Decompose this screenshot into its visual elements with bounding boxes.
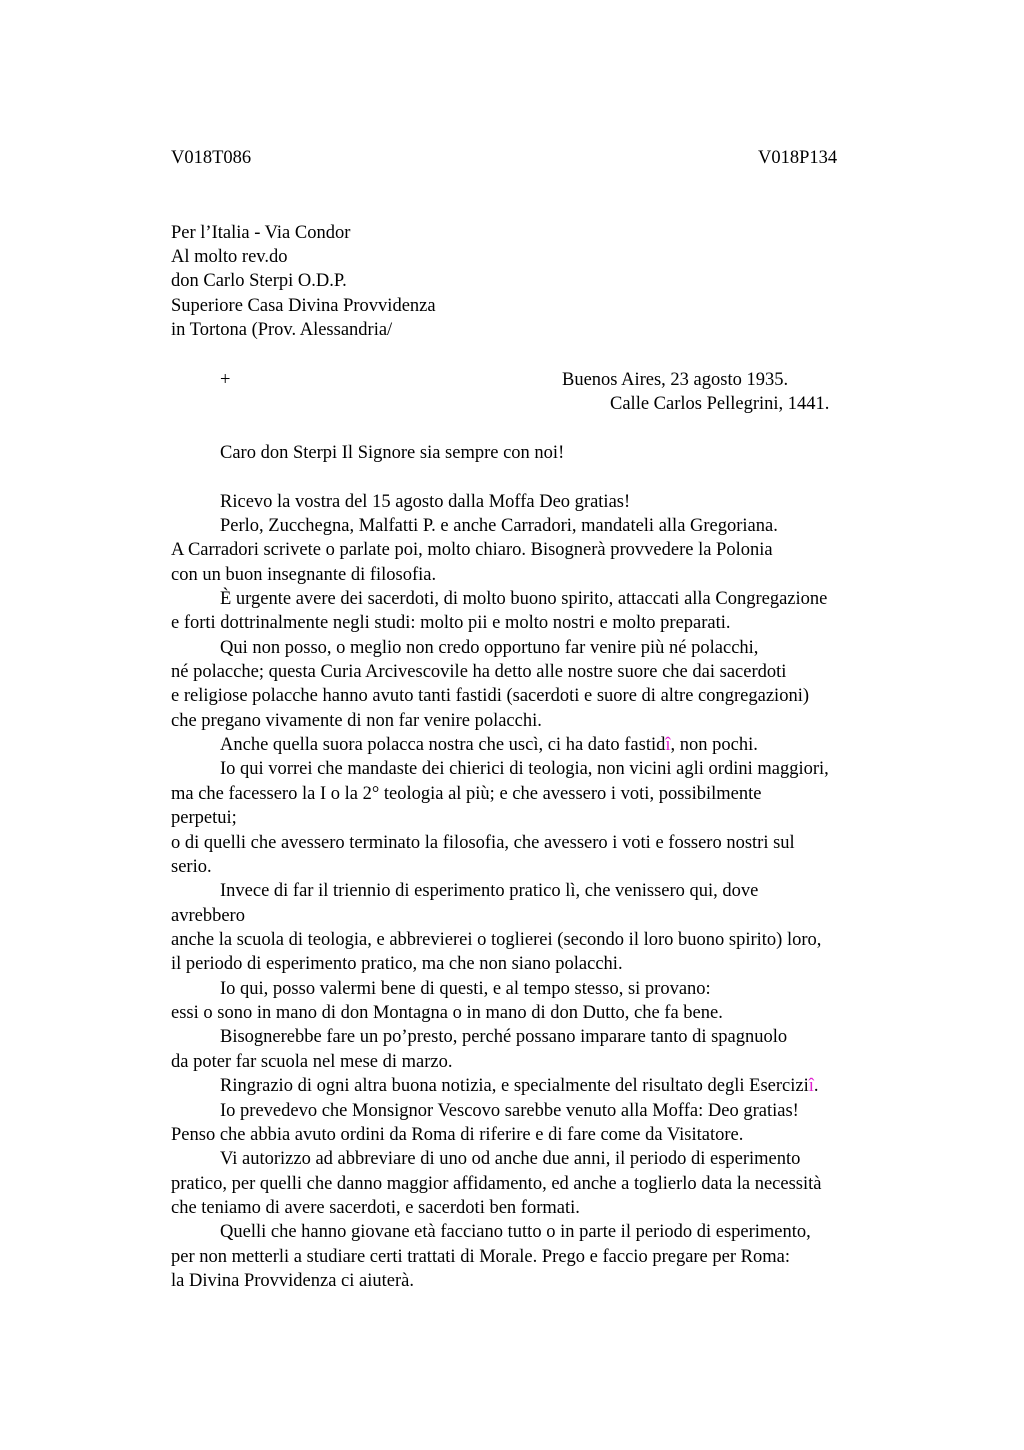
body-text: , non pochi. (670, 735, 758, 755)
address-line: in Tortona (Prov. Alessandria/ (171, 320, 393, 340)
body-line: o di quelli che avessero terminato la filosofia, che avessero i voti e fossero nostri sul (171, 833, 795, 853)
body-line: ma che facessero la I o la 2° teologia al più; e che avessero i voti, possibilmente (171, 784, 762, 804)
body-line: né polacche; questa Curia Arcivescovile ha detto alle nostre suore che dai sacerdoti (171, 662, 787, 682)
body-line (220, 733, 758, 757)
body-line: e religiose polacche hanno avuto tanti fastidi (sacerdoti e suore di altre congregazioni) (171, 686, 809, 706)
body-text: . (813, 1076, 819, 1096)
body-line: È urgente avere dei sacerdoti, di molto buono spirito, attaccati alla Congregazione (220, 589, 828, 609)
body-line: il periodo di esperimento pratico, ma che non siano polacchi. (171, 954, 623, 974)
body-line: che pregano vivamente di non far venire polacchi. (171, 711, 542, 731)
body-line: la Divina Provvidenza ci aiuterà. (171, 1271, 414, 1291)
body-line: da poter far scuola nel mese di marzo. (171, 1052, 453, 1072)
body-line (220, 1074, 819, 1098)
body-line: A Carradori scrivete o parlate poi, molto chiaro. Bisognerà provvedere la Polonia (171, 540, 773, 560)
address-line: Al molto rev.do (171, 247, 288, 267)
body-line: Ricevo la vostra del 15 agosto dalla Moffa Deo gratias! (220, 492, 631, 512)
body-line: che teniamo di avere sacerdoti, e sacerdoti ben formati. (171, 1198, 580, 1218)
body-line: Penso che abbia avuto ordini da Roma di riferire e di fare come da Visitatore. (171, 1125, 744, 1145)
body-line: con un buon insegnante di filosofia. (171, 565, 437, 585)
body-text: Anche quella suora polacca nostra che uscì, ci ha dato fastid (220, 735, 666, 755)
street-address: Calle Carlos Pellegrini, 1441. (610, 394, 830, 414)
address-line: Per l’Italia - Via Condor (171, 223, 351, 243)
address-line: Superiore Casa Divina Provvidenza (171, 296, 436, 316)
body-line: Io qui vorrei che mandaste dei chierici di teologia, non vicini agli ordini maggiori, (220, 759, 829, 779)
body-line: e forti dottrinalmente negli studi: molto pii e molto nostri e molto preparati. (171, 613, 731, 633)
body-text: Ringrazio di ogni altra buona notizia, e specialmente del risultato degli Esercizi (220, 1076, 809, 1096)
body-line: Io qui, posso valermi bene di questi, e al tempo stesso, si provano: (220, 979, 711, 999)
body-line: Quelli che hanno giovane età facciano tutto o in parte il periodo di esperimento, (220, 1222, 811, 1242)
highlighted-char: î (665, 735, 671, 755)
body-line: Io prevedevo che Monsignor Vescovo sarebbe venuto alla Moffa: Deo gratias! (220, 1101, 799, 1121)
body-line: Qui non posso, o meglio non credo opportuno far venire più né polacchi, (220, 638, 759, 658)
body-line: avrebbero (171, 906, 245, 926)
cross-symbol: + (220, 370, 231, 390)
body-line: essi o sono in mano di don Montagna o in mano di don Dutto, che fa bene. (171, 1003, 723, 1023)
body-line: Bisognerebbe fare un po’presto, perché possano imparare tanto di spagnuolo (220, 1027, 788, 1047)
body-line: Perlo, Zucchegna, Malfatti P. e anche Carradori, mandateli alla Gregoriana. (220, 516, 778, 536)
place-date: Buenos Aires, 23 agosto 1935. (562, 370, 789, 390)
body-line: per non metterli a studiare certi trattati di Morale. Prego e faccio pregare per Roma: (171, 1247, 790, 1267)
salutation: Caro don Sterpi Il Signore sia sempre con noi! (220, 443, 565, 463)
body-line: anche la scuola di teologia, e abbrevierei o toglierei (secondo il loro buono spirito) loro, (171, 930, 822, 950)
body-line: pratico, per quelli che danno maggior affidamento, ed anche a toglierlo data la necessità (171, 1174, 822, 1194)
highlighted-char: î (808, 1076, 814, 1096)
body-line: Invece di far il triennio di esperimento pratico lì, che venissero qui, dove (220, 881, 759, 901)
document-code-left: V018T086 (171, 148, 252, 168)
body-line: serio. (171, 857, 212, 877)
body-line: perpetui; (171, 808, 237, 828)
document-code-right: V018P134 (758, 148, 838, 168)
body-line: Vi autorizzo ad abbreviare di uno od anche due anni, il periodo di esperimento (220, 1149, 801, 1169)
address-line: don Carlo Sterpi O.D.P. (171, 271, 347, 291)
